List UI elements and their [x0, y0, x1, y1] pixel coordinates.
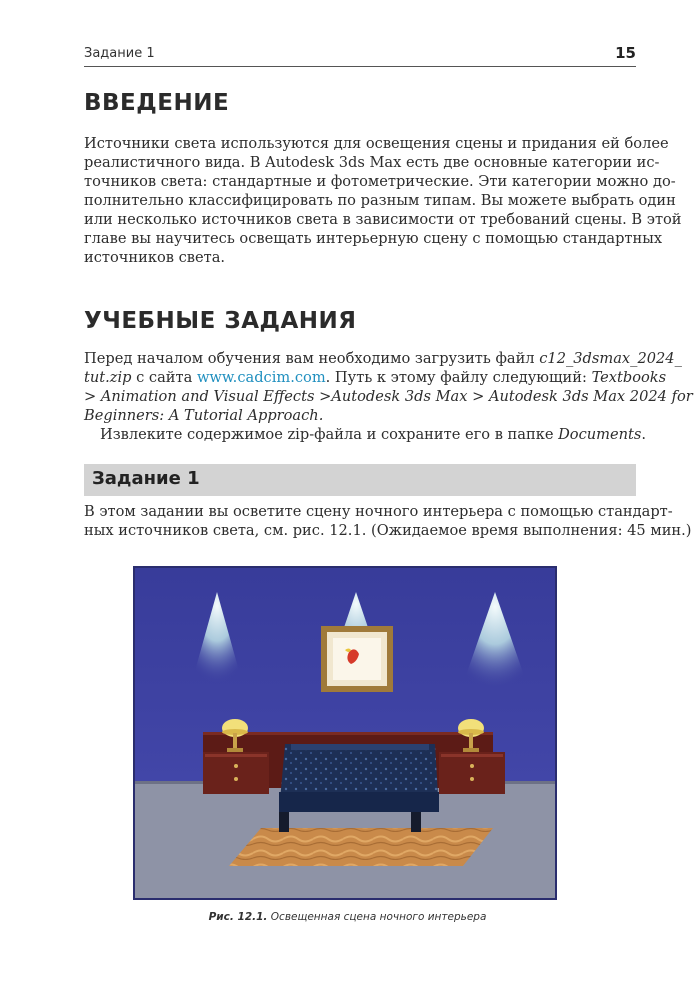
intro-line: реалистичного вида. В Autodesk 3ds Max есть две основные категории ис-	[84, 154, 660, 171]
night-interior-illustration	[133, 566, 557, 900]
task-heading: Задание 1	[92, 468, 200, 489]
intro-line: источников света.	[84, 249, 226, 266]
caption-label: Рис. 12.1.	[208, 911, 268, 923]
tutorials-line	[84, 368, 667, 387]
caption-text: Освещенная сцена ночного интерьера	[267, 911, 487, 923]
rug	[229, 828, 493, 866]
text-run: Извлеките содержимое zip-файла и сохраните его в папке	[100, 426, 559, 443]
file-name: tut.zip	[84, 369, 132, 386]
path-segment: Beginners: A Tutorial Approach.	[84, 407, 324, 424]
intro-paragraph	[84, 134, 682, 267]
intro-line: главе вы научитесь освещать интерьерную сцену с помощью стандартных	[84, 230, 663, 247]
text-run: с сайта	[131, 369, 197, 386]
cadcim-link[interactable]: www.cadcim.com	[196, 369, 326, 386]
path-segment: > Animation and Visual Effects >Autodesk 3ds Max > Autodesk 3ds Max 2024 for	[84, 388, 693, 405]
text-run: Перед началом обучения вам необходимо загрузить файл	[84, 350, 540, 367]
intro-line: Источники света используются для освещения сцены и придания ей более	[84, 135, 669, 152]
task-line: В этом задании вы осветите сцену ночного интерьера с помощью стандарт-	[84, 503, 673, 520]
intro-line: полнительно классифицировать по разным типам. Вы можете выбрать один	[84, 192, 676, 209]
tutorials-line	[84, 387, 693, 406]
text-run: . Путь к этому файлу следующий:	[325, 369, 592, 386]
tutorials-line	[84, 406, 636, 425]
tutorials-line	[84, 425, 647, 444]
tutorials-heading: УЧЕБНЫЕ ЗАДАНИЯ	[84, 308, 357, 334]
page-header	[84, 44, 636, 67]
file-name: c12_3dsmax_2024_	[539, 350, 682, 367]
text-run: .	[641, 426, 647, 443]
intro-line: точников света: стандартные и фотометрические. Эти категории можно до-	[84, 173, 676, 190]
figure-caption	[0, 911, 695, 923]
framed-picture	[321, 626, 393, 692]
task-heading-bar	[84, 464, 636, 496]
intro-line: или несколько источников света в зависимости от требований сцены. В этой	[84, 211, 682, 228]
tutorials-line	[84, 349, 682, 368]
nightstand-left	[203, 752, 269, 794]
path-segment: Textbooks	[591, 369, 667, 386]
folder-name: Documents	[558, 426, 642, 443]
task-line: ных источников света, см. рис. 12.1. (Ожидаемое время выполнения: 45 мин.)	[84, 522, 692, 539]
intro-heading: ВВЕДЕНИЕ	[84, 90, 230, 116]
page-number: 15	[615, 44, 636, 62]
running-head: Задание 1	[84, 46, 155, 61]
nightstand-right	[439, 752, 505, 794]
tutorials-paragraph	[84, 349, 693, 444]
figure-night-interior	[133, 566, 557, 900]
task-paragraph	[84, 502, 692, 540]
